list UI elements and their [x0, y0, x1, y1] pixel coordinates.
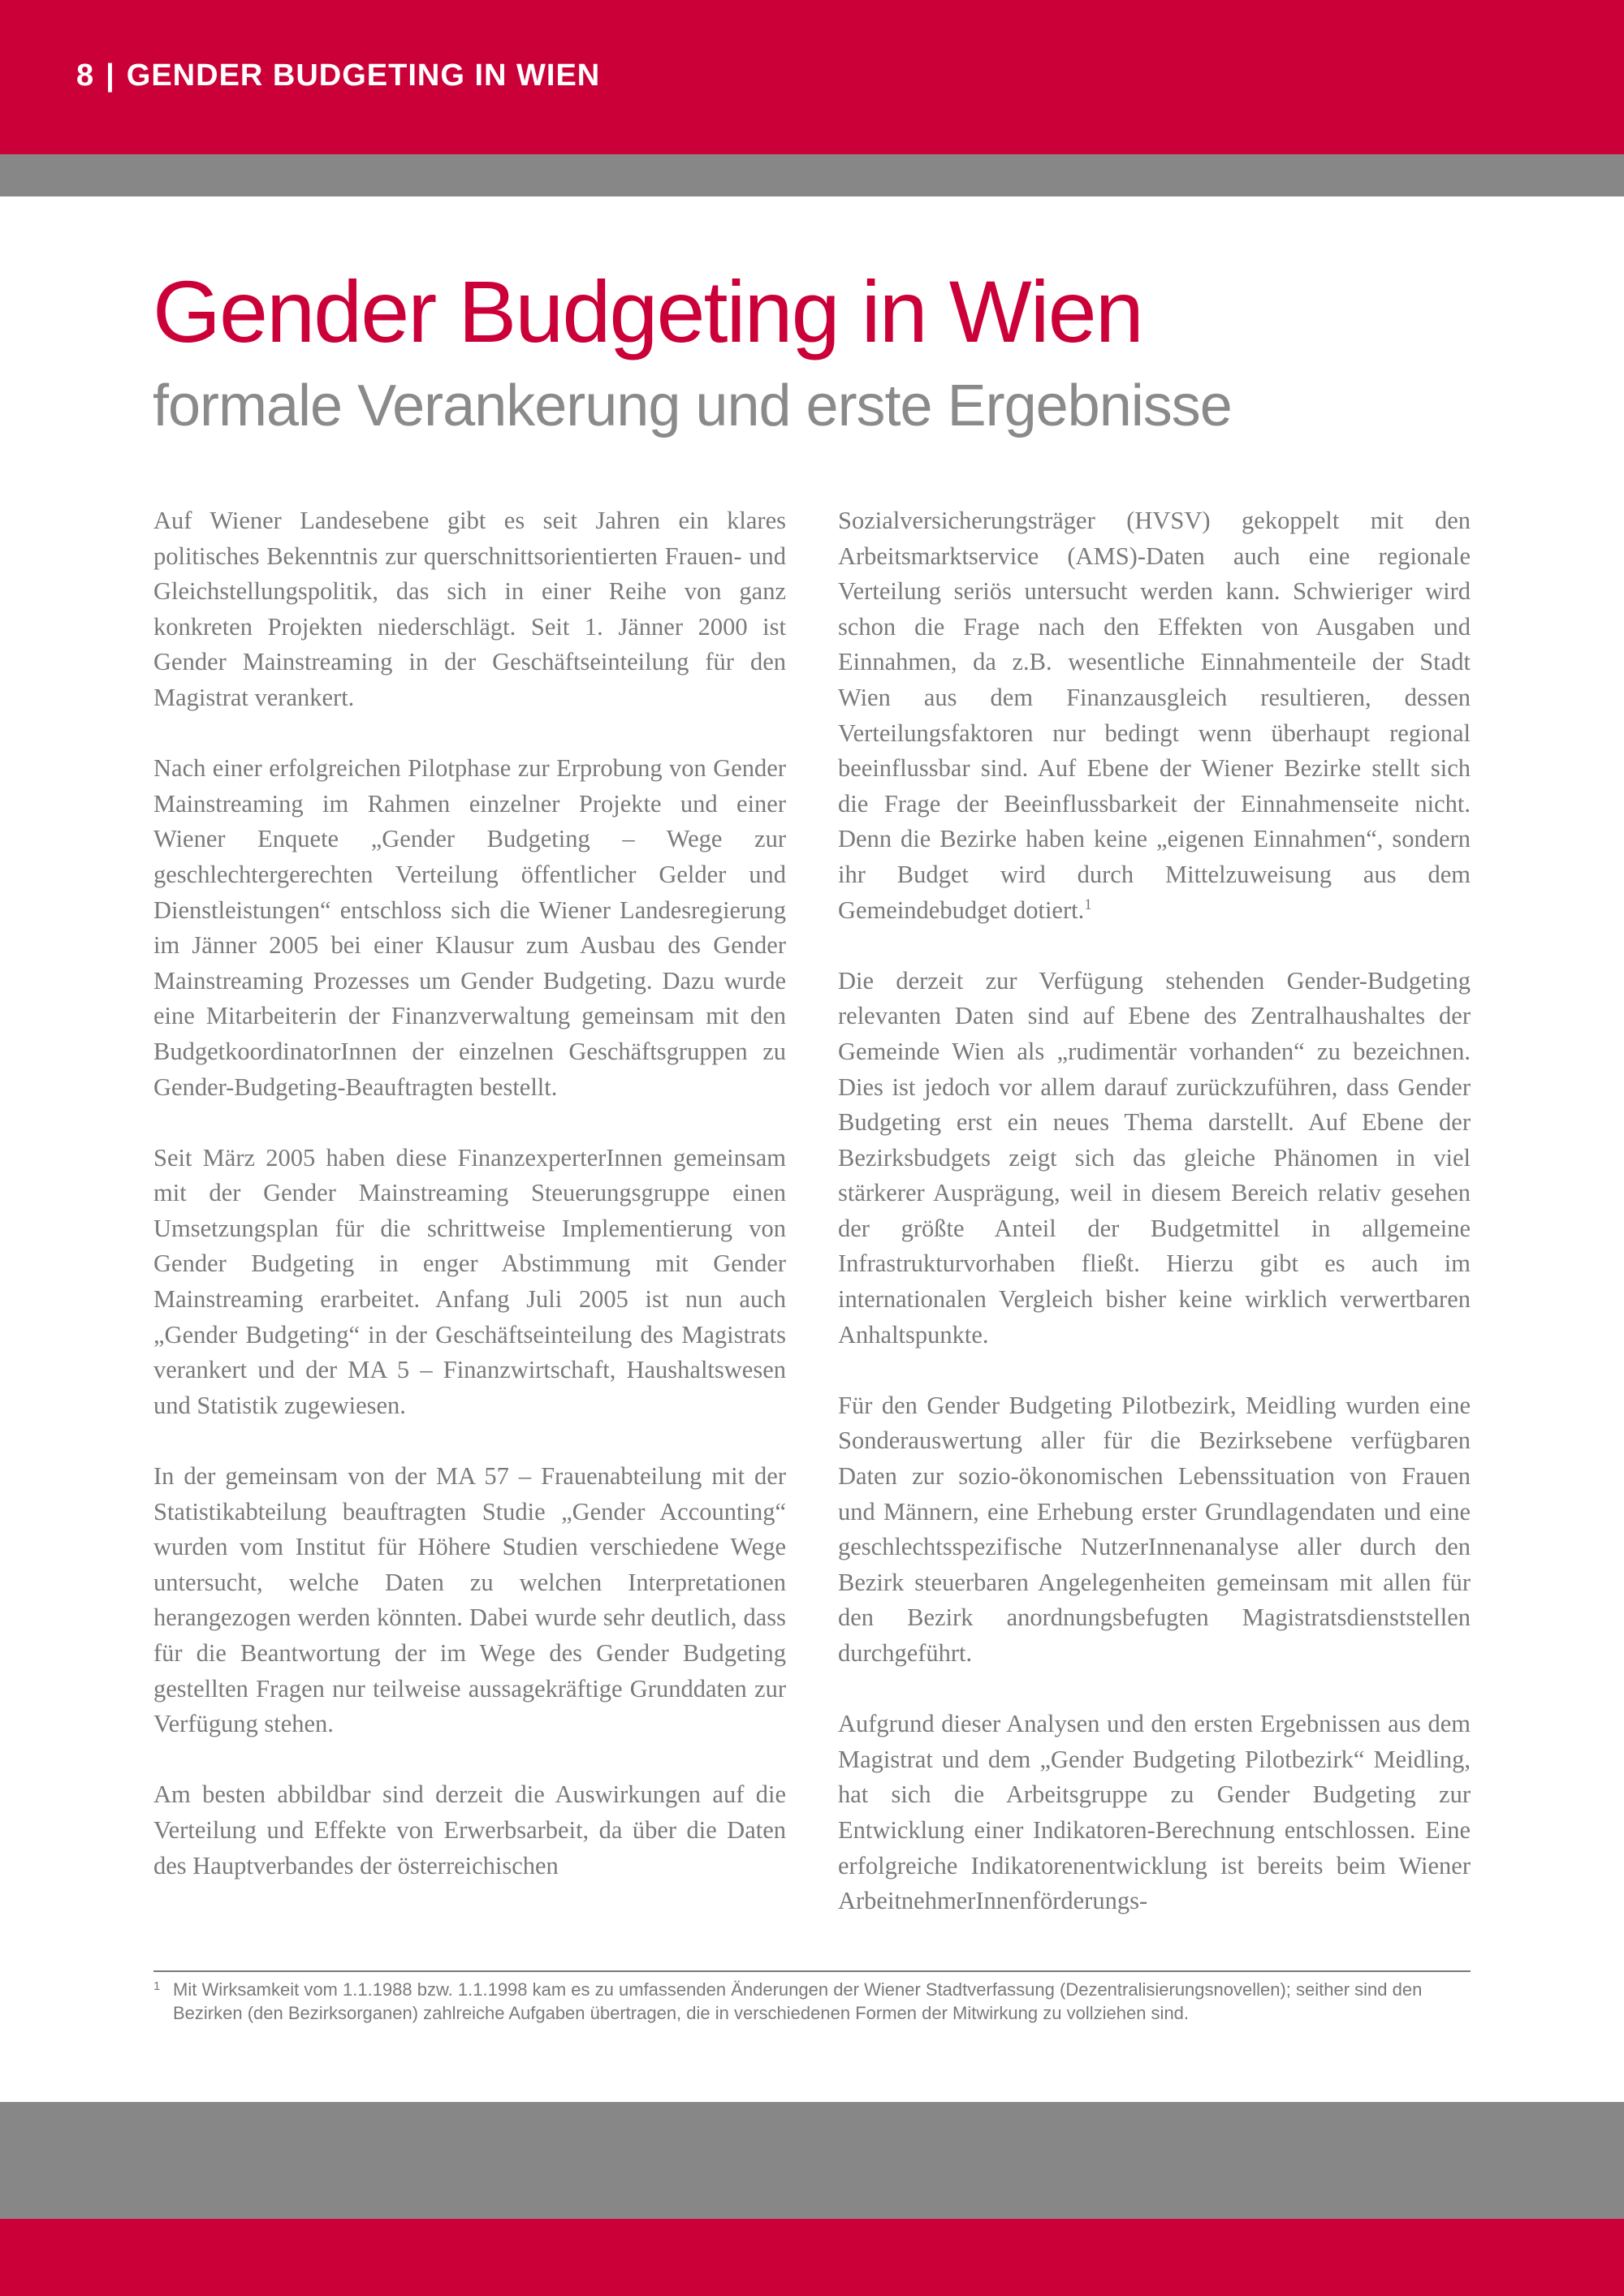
paragraph-text: Sozialversicherungsträger (HVSV) gekoppelt mit den Arbeitsmarktservice (AMS)-Daten auch eine regionale Verteilung seriös untersucht werden kann. Schwieriger wird schon die Frage nach den Effekten von Ausgaben und Einnahmen, da z.B. wesentliche Einnahmenteile der Stadt Wien aus dem Finanzausgleich resultieren, dessen Verteilungsfaktoren nur bedingt wenn überhaupt regional beeinflussbar sind. Auf Ebene der Wiener Bezirke stellt sich die Frage der Beeinflussbarkeit der Einnahmenseite nicht. Denn die Bezirke haben keine „eigenen Einnahmen“, sondern ihr Budget wird durch Mittelzuweisung aus dem Gemeindebudget dotiert. — [838, 507, 1471, 924]
paragraph: Am besten abbildbar sind derzeit die Auswirkungen auf die Verteilung und Effekte von Erwerbsarbeit, da über die Daten des Hauptverbandes der österreichischen — [153, 1780, 786, 1880]
paragraph: Die derzeit zur Verfügung stehenden Gender-Budgeting relevanten Daten sind auf Ebene des Zentralhaushaltes der Gemeinde Wien als „rudimentär vorhanden“ zu bezeichnen. Dies ist jedoch vor allem darauf zurückzuführen, dass Gender Budgeting erst ein neues Thema darstellt. Auf Ebene der Bezirksbudgets zeigt sich das gleiche Phänomen in viel stärkerer Ausprägung, weil in diesem Bereich relativ gesehen der größte Anteil der Budgetmittel in allgemeine Infrastrukturvorhaben fließt. Hierzu gibt es auch im internationalen Vergleich bisher keine wirklich verwertbaren Anhaltspunkte. — [838, 966, 1471, 1349]
left-text-column — [153, 503, 786, 1884]
paragraph: Für den Gender Budgeting Pilotbezirk, Meidling wurden eine Sonderauswertung aller für die Bezirksebene verfügbaren Daten zur sozio-ökonomischen Lebenssituation von Frauen und Männern, eine Erhebung erster Grundlagendaten und eine geschlechtsspezifische NutzerInnenanalyse aller durch den Bezirk steuerbaren Angelegenheiten gemeinsam mit allen für den Bezirk anordnungsbefugten Magistratsdienststellen durchgeführt. — [838, 1391, 1471, 1667]
paragraph: Nach einer erfolgreichen Pilotphase zur Erprobung von Gender Mainstreaming im Rahmen einzelner Projekte und einer Wiener Enquete „Gender Budgeting – Wege zur geschlechtergerechten Verteilung öffentlicher Gelder und Dienstleistungen“ entschloss sich die Wiener Landesregierung im Jänner 2005 bei einer Klausur zum Ausbau des Gender Mainstreaming Prozesses um Gender Budgeting. Dazu wurde eine Mitarbeiterin der Finanzverwaltung gemeinsam mit den BudgetkoordinatorInnen der einzelnen Geschäftsgruppen zu Gender-Budgeting-Beauftragten bestellt. — [153, 754, 786, 1101]
footnote — [153, 1978, 1453, 2025]
page-title: Gender Budgeting in Wien — [153, 262, 1142, 360]
running-head — [76, 58, 600, 93]
footnote-number: 1 — [153, 1979, 161, 1993]
paragraph: Auf Wiener Landesebene gibt es seit Jahren ein klares politisches Bekenntnis zur querschnittsorientierten Frauen- und Gleichstellungspolitik, das sich in einer Reihe von ganz konkreten Projekten niederschlägt. Seit 1. Jänner 2000 ist Gender Mainstreaming in der Geschäftseinteilung für den Magistrat verankert. — [153, 507, 786, 711]
right-text-column — [838, 503, 1471, 1919]
footnote-divider — [153, 1970, 1471, 1972]
footer-gray-band — [0, 2102, 1624, 2219]
paragraph-with-footnote — [838, 503, 1471, 928]
footnote-text: Mit Wirksamkeit vom 1.1.1988 bzw. 1.1.1998 kam es zu umfassenden Änderungen der Wiener Stadtverfassung (Dezentralisierungsnovellen); seither sind den Bezirken (den Bezirksorganen) zahlreiche Aufgaben übertragen, die in verschiedenen Formen der Mitwirkung zu vollziehen sind. — [173, 1979, 1423, 2023]
paragraph: Seit März 2005 haben diese FinanzexperterInnen gemeinsam mit der Gender Mainstreaming Steuerungsgruppe einen Umsetzungsplan für die schrittweise Implementierung von Gender Budgeting in enger Abstimmung mit Gender Mainstreaming erarbeitet. Anfang Juli 2005 ist nun auch „Gender Budgeting“ in der Geschäftseinteilung des Magistrats verankert und der MA 5 – Finanzwirtschaft, Haushaltswesen und Statistik zugewiesen. — [153, 1143, 786, 1419]
running-title: GENDER BUDGETING IN WIEN — [126, 58, 601, 93]
paragraph: In der gemeinsam von der MA 57 – Frauenabteilung mit der Statistikabteilung beauftragten Studie „Gender Accounting“ wurden vom Institut für Höhere Studien verschiedene Wege untersucht, welche Daten zu welchen Interpretationen herangezogen werden könnten. Dabei wurde sehr deutlich, dass für die Beantwortung der im Wege des Gender Budgeting gestellten Fragen nur teilweise aussagekräftige Grunddaten zur Verfügung stehen. — [153, 1462, 786, 1738]
header-separator: | — [106, 58, 115, 93]
footer-red-band — [0, 2219, 1624, 2296]
page-subtitle: formale Verankerung und erste Ergebnisse — [153, 373, 1232, 438]
header-gray-strip — [0, 154, 1624, 196]
paragraph: Aufgrund dieser Analysen und den ersten Ergebnissen aus dem Magistrat und dem „Gender Budgeting Pilotbezirk“ Meidling, hat sich die Arbeitsgruppe zu Gender Budgeting zur Entwicklung einer Indikatoren-Berechnung entschlossen. Eine erfolgreiche Indikatorenentwicklung ist bereits beim Wiener ArbeitnehmerInnenförderungs- — [838, 1710, 1471, 1915]
page-number: 8 — [76, 58, 95, 93]
footnote-reference: 1 — [1084, 896, 1092, 913]
